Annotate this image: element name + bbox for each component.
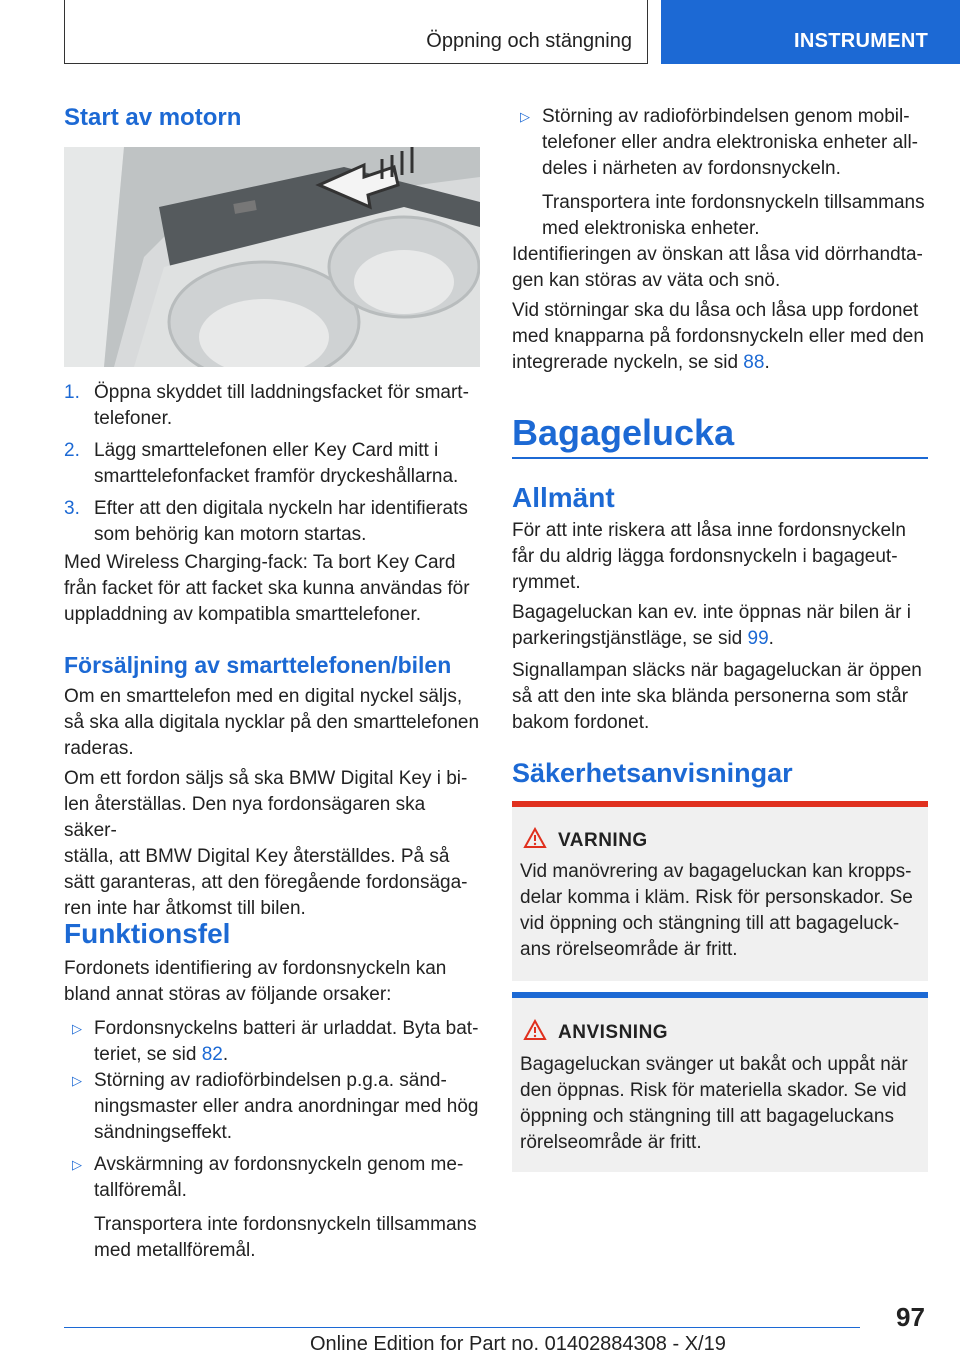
text-line: med knapparna på fordonsnyckeln eller med den <box>512 326 924 347</box>
text-line: så att den inte ska blända personerna som står <box>512 686 909 707</box>
wireless-charging-paragraph <box>64 550 480 628</box>
text-line: med metallföremål. <box>94 1240 256 1261</box>
step-2 <box>64 438 480 490</box>
text-line <box>512 626 932 652</box>
bullet-battery <box>64 1016 484 1068</box>
sale-paragraph-2 <box>64 766 480 922</box>
text-line: sändningseffekt. <box>94 1122 233 1143</box>
text-line: öppning och stängning till att bagageluckans <box>520 1106 894 1127</box>
notice-text <box>520 1052 925 1156</box>
step-text: Öppna skyddet till laddningsfacket för smart‐ <box>94 382 469 403</box>
text-line: sätt garanteras, att den föregående fordonsäga‐ <box>64 872 468 893</box>
text-line: rörelseområde är fritt. <box>520 1132 702 1153</box>
bullet-mobile-phones <box>512 104 932 242</box>
step-text: smarttelefonfacket framför dryckeshållarna. <box>94 466 459 487</box>
bullet-triangle-icon: ▷ <box>72 1157 82 1172</box>
text-line: Bagageluckan svänger ut bakåt och uppåt när <box>520 1054 908 1075</box>
fault-intro <box>64 956 480 1008</box>
text-line: vid öppning och stängning till att bagageluck‐ <box>520 913 900 934</box>
door-handle-paragraph <box>512 242 932 294</box>
text-line: delar komma i kläm. Risk för personskador. Se <box>520 887 913 908</box>
text-line: Vid störningar ska du låsa och låsa upp fordonet <box>512 300 919 321</box>
notice-color-bar <box>512 992 928 998</box>
text-line: Vid manövrering av bagageluckan kan kropps‐ <box>520 861 912 882</box>
fault-heading: Funktionsfel <box>64 918 231 949</box>
charging-tray-photo <box>64 147 480 367</box>
text-fragment: teriet, se sid <box>94 1044 202 1065</box>
step-3 <box>64 496 480 548</box>
text-line: Bagageluckan kan ev. inte öppnas när bilen är i <box>512 602 911 623</box>
step-number: 3. <box>64 498 80 519</box>
step-1 <box>64 380 480 432</box>
text-line: med elektroniska enheter. <box>542 218 760 239</box>
warning-title: VARNING <box>558 830 648 851</box>
text-line: Transportera inte fordonsnyckeln tillsammans <box>94 1214 477 1235</box>
step-text: som behörig kan motorn startas. <box>94 524 367 545</box>
header-chapter-label: INSTRUMENT <box>794 30 929 52</box>
text-line: Störning av radioförbindelsen genom mobil‐ <box>542 106 910 127</box>
text-line: Fordonsnyckelns batteri är urladdat. Byta bat‐ <box>94 1018 479 1039</box>
text-line: Signallampan släcks när bagageluckan är öppen <box>512 660 922 681</box>
text-line: bland annat störas av följande orsaker: <box>64 984 392 1005</box>
notice-box <box>512 992 928 1172</box>
warning-box <box>512 801 928 981</box>
step-text: telefoner. <box>94 408 173 429</box>
text-line: Fordonets identifiering av fordonsnyckeln kan <box>64 958 447 979</box>
text-line: Transportera inte fordonsnyckeln tillsammans <box>542 192 925 213</box>
step-number: 1. <box>64 382 80 403</box>
page-number: 97 <box>896 1302 925 1332</box>
text-line: ans rörelseområde är fritt. <box>520 939 738 960</box>
text-fragment: . <box>768 628 774 649</box>
text-line: rymmet. <box>512 572 581 593</box>
text-line: får du aldrig lägga fordonsnyckeln i bagageut‐ <box>512 546 898 567</box>
text-line: ren inte har åtkomst till bilen. <box>64 898 306 919</box>
text-line: tallföremål. <box>94 1180 187 1201</box>
header-chapter-tab[interactable] <box>661 0 960 64</box>
warning-text <box>520 859 925 963</box>
general-paragraph-1 <box>512 518 932 596</box>
text-line: För att inte riskera att låsa inne fordonsnyckeln <box>512 520 906 541</box>
bullet-triangle-icon: ▷ <box>520 109 530 124</box>
text-line: uppladdning av kompatibla smarttelefoner. <box>64 604 422 625</box>
general-heading: Allmänt <box>512 482 615 513</box>
page-link-82[interactable]: 82 <box>201 1044 223 1065</box>
text-line: den öppnas. Risk för materiella skador. Se vid <box>520 1080 907 1101</box>
header-section-title: Öppning och stängning <box>426 30 632 52</box>
text-line: så ska alla digitala nycklar på den smarttelefonen <box>64 712 480 733</box>
trunk-heading: Bagagelucka <box>512 412 735 453</box>
start-engine-heading: Start av motorn <box>64 104 242 131</box>
footer-rule <box>64 1327 860 1328</box>
text-line: Om en smarttelefon med en digital nyckel säljs, <box>64 686 463 707</box>
sale-heading: Försäljning av smarttelefonen/bilen <box>64 652 452 678</box>
page-link-99[interactable]: 99 <box>747 628 769 649</box>
bullet-metal-shielding <box>64 1152 484 1264</box>
text-line <box>94 1042 484 1068</box>
text-line: len återställas. Den nya fordonsägaren ska säker‐ <box>64 794 426 841</box>
text-line: Avskärmning av fordonsnyckeln genom me‐ <box>94 1154 464 1175</box>
bullet-triangle-icon: ▷ <box>72 1021 82 1036</box>
general-paragraph-3 <box>512 658 932 736</box>
step-text: Efter att den digitala nyckeln har identifierats <box>94 498 468 519</box>
text-line: Om ett fordon säljs så ska BMW Digital Key i bi‐ <box>64 768 468 789</box>
trunk-heading-rule <box>512 457 928 459</box>
text-line: Störning av radioförbindelsen p.g.a. sänd‐ <box>94 1070 447 1091</box>
general-paragraph-2 <box>512 600 932 652</box>
safety-heading: Säkerhetsanvisningar <box>512 758 793 788</box>
lock-paragraph <box>512 298 932 376</box>
text-line: från facket för att facket ska kunna användas för <box>64 578 470 599</box>
text-fragment: parkeringstjänstläge, se sid <box>512 628 748 649</box>
text-fragment: . <box>222 1044 229 1065</box>
text-line: Med Wireless Charging-fack: Ta bort Key Card <box>64 552 456 573</box>
step-number: 2. <box>64 440 80 461</box>
charging-tray-illustration <box>64 147 480 367</box>
text-fragment: . <box>764 352 770 373</box>
text-line: ställa, att BMW Digital Key återställdes. På så <box>64 846 450 867</box>
bullet-radio-masts <box>64 1068 484 1146</box>
sale-paragraph-1 <box>64 684 480 762</box>
warning-triangle-icon <box>523 827 547 849</box>
step-text: Lägg smarttelefonen eller Key Card mitt i <box>94 440 439 461</box>
notice-title: ANVISNING <box>558 1022 669 1043</box>
warning-color-bar <box>512 801 928 807</box>
page-header <box>0 0 960 66</box>
text-line: bakom fordonet. <box>512 712 650 733</box>
caution-triangle-icon <box>523 1019 547 1041</box>
text-line: gen kan störas av väta och snö. <box>512 270 781 291</box>
text-fragment: integrerade nyckeln, se sid <box>512 352 744 373</box>
bullet-triangle-icon: ▷ <box>72 1073 82 1088</box>
text-line <box>512 350 932 376</box>
text-line: Identifieringen av önskan att låsa vid dörrhandta‐ <box>512 244 923 265</box>
text-line: telefoner eller andra elektroniska enheter all‐ <box>542 132 918 153</box>
page-link-88[interactable]: 88 <box>743 352 765 373</box>
text-line: deles i närheten av fordonsnyckeln. <box>542 158 841 179</box>
text-line: ningsmaster eller andra anordningar med hög <box>94 1096 479 1117</box>
footer-edition-text: Online Edition for Part no. 01402884308 - X/19 <box>310 1333 726 1355</box>
text-line: raderas. <box>64 738 134 759</box>
